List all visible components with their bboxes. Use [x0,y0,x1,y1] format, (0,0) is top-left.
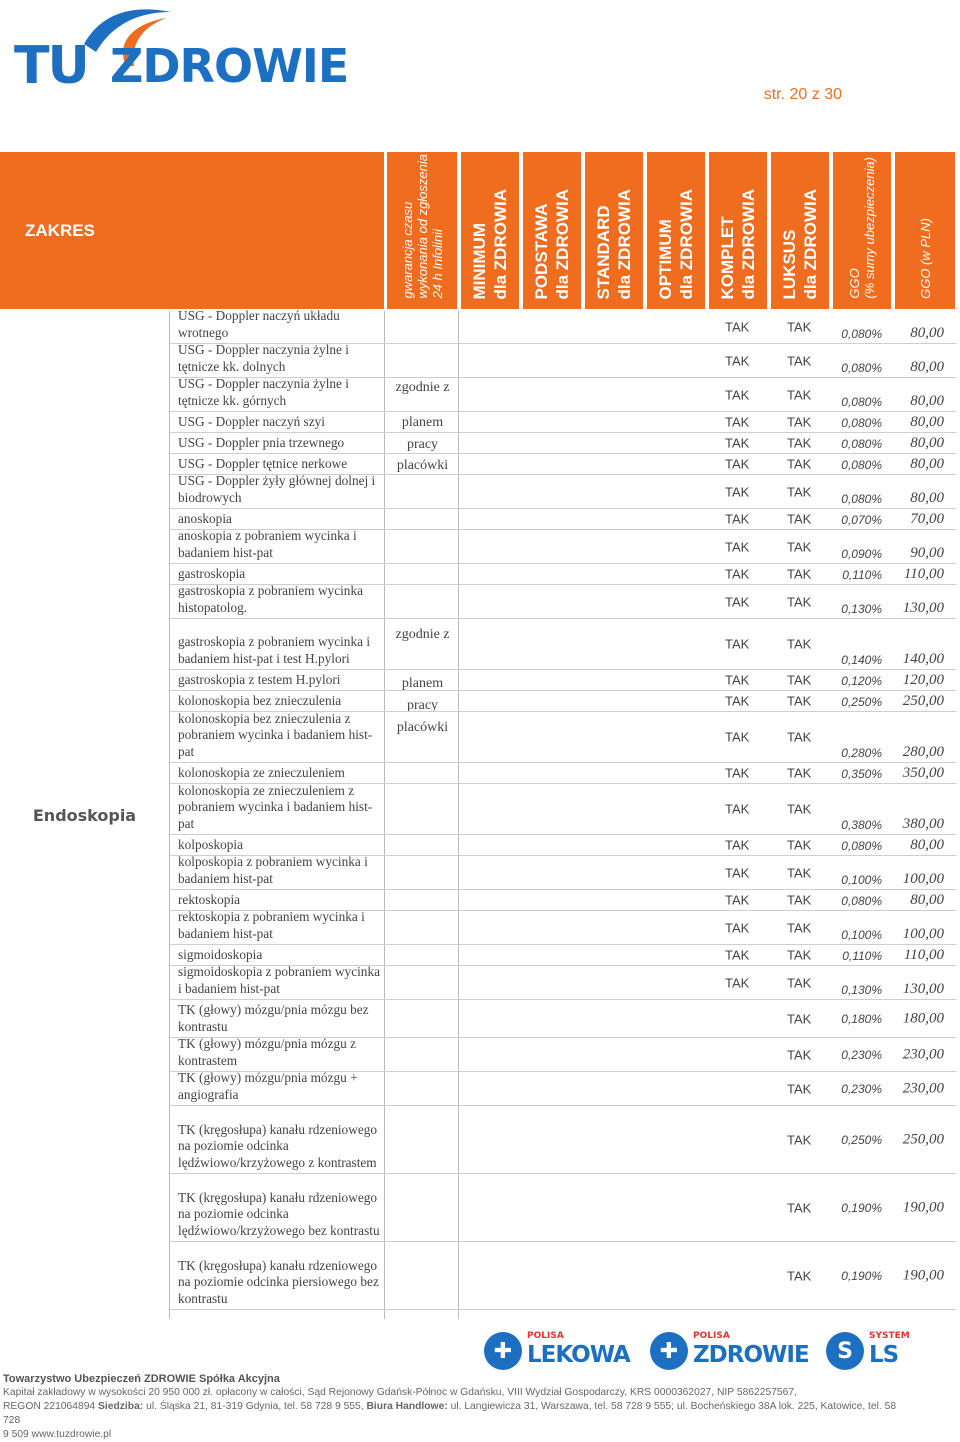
header-package-luksus-line: dla ZDROWIA [801,188,820,299]
procedure-name: USG - Doppler naczyń układu wrotnego [178,308,340,341]
footer-company: Towarzystwo Ubezpieczeń ZDROWIE Spółka Akcyjna [3,1373,280,1385]
luksus-tak: TAK [787,1268,812,1283]
footer-line1: Kapitał zakładowy w wysokości 20 950 000 zł. opłacony w całości, Sąd Rejonowy Gdańsk-Północ w Gdańsku, VIII Wydział Gospodarczy, KRS 0000362027, NIP 5862257567, [3,1387,797,1398]
category-cell [0,311,170,1319]
footer-logo-label [693,1331,809,1368]
luksus-tak: TAK [787,1047,812,1062]
procedure-name: kolonoskopia bez znieczulenia z pobraniem wycinka i badaniem hist-pat [178,710,373,760]
footer-logo-small: SYSTEM [869,1331,910,1341]
table-row [170,763,956,784]
komplet-tak: TAK [725,636,750,652]
footer-logo-cross-icon: ✚ [650,1332,688,1370]
ggo-pln: 230,00 [902,1080,944,1096]
komplet-tak: TAK [725,353,750,368]
ggo-percent: 0,070% [841,513,882,527]
header-ggo-pct-line: (% sumy ubezpieczenia) [862,157,877,299]
ggo-percent: 0,230% [841,1081,882,1096]
header-package-standard-line: dla ZDROWIA [615,188,634,299]
table-row [170,619,956,670]
ggo-pln: 70,00 [910,511,944,527]
procedure-name: sigmoidoskopia [178,947,263,963]
luksus-tak: TAK [787,484,812,499]
footer-logo-ls [826,1330,910,1372]
table-row [170,784,956,835]
footer-logo-small: POLISA [693,1331,730,1341]
komplet-tak: TAK [725,947,750,963]
header-package-podstawa-line: dla ZDROWIA [553,188,572,299]
header-package-podstawa [523,152,581,309]
footer-logo-big: LEKOWA [527,1342,630,1368]
header-package-minimum-line: MINIMUM [470,222,489,299]
luksus-tak: TAK [787,387,812,402]
header-ggo-pct-text [847,157,877,299]
ggo-percent: 0,100% [841,873,882,887]
luksus-tak: TAK [787,920,812,935]
table-row [170,712,956,763]
ggo-pln: 110,00 [903,947,944,963]
table-row [170,564,956,585]
header-gwarancja-line: wykonania od zgłoszenia [414,154,430,299]
ggo-pln: 180,00 [902,1010,944,1026]
logo-zdrowie-text: ZDROWIE [110,39,349,93]
komplet-tak: TAK [725,729,750,745]
footer-biura: ul. Langiewicza 31, Warszawa, tel. 58 728 9 555; ul. Bocheńskiego 38A lok. 225, Katowice, tel. 58 728 [3,1401,897,1426]
procedure-name: TK (kręgosłupa) kanału rdzeniowego na poziomie odcinka piersiowego bez kontrastu [178,1257,379,1307]
gwarancja-text: pracy [406,437,439,452]
header-package-luksus [771,152,829,309]
komplet-tak: TAK [725,414,750,430]
tu-zdrowie-logo [12,4,349,96]
komplet-tak: TAK [725,511,750,527]
luksus-tak: TAK [787,456,812,472]
komplet-tak: TAK [725,319,750,335]
komplet-tak: TAK [725,865,750,880]
ggo-percent: 0,090% [841,547,882,561]
luksus-tak: TAK [787,636,812,652]
footer-regon: REGON 221064894 [3,1401,99,1412]
procedure-name: gastroskopia [178,566,246,582]
footer-logo-label [869,1331,910,1368]
procedure-name: USG - Doppler naczyń szyi [178,414,325,430]
komplet-tak: TAK [725,484,750,499]
ggo-percent: 0,110% [842,949,882,963]
header-package-standard-line: STANDARD [594,204,613,299]
table-row [170,691,956,712]
table-row [170,308,956,344]
ggo-percent: 0,130% [841,983,882,997]
ggo-percent: 0,080% [841,437,882,451]
ggo-pln: 80,00 [910,414,944,430]
table-row [170,1072,956,1106]
header-package-minimum-text [469,189,511,300]
ggo-pln: 80,00 [910,359,944,375]
ggo-percent: 0,280% [841,746,882,760]
luksus-tak: TAK [787,947,812,963]
ggo-pln: 100,00 [902,871,944,887]
komplet-tak: TAK [725,975,750,990]
ggo-pln: 80,00 [910,393,944,409]
gwarancja-text: planem [401,676,444,691]
procedure-name: TK (głowy) mózgu/pnia mózgu bez kontrastu [178,1002,369,1035]
komplet-tak: TAK [725,765,750,781]
luksus-tak: TAK [787,1132,812,1147]
ggo-pln: 80,00 [910,837,944,853]
header-ggo-pct-line: GGO [847,268,862,299]
table-row [170,344,956,378]
luksus-tak: TAK [787,765,812,781]
luksus-tak: TAK [787,975,812,990]
procedure-name: TK (głowy) mózgu/pnia mózgu + angiografia [178,1070,358,1103]
komplet-tak: TAK [725,672,750,688]
ggo-percent: 0,250% [841,695,882,709]
footer-logo-big: ZDROWIE [693,1342,809,1368]
ggo-percent: 0,110% [842,568,882,582]
table-row [170,585,956,619]
table-row [170,670,956,691]
table-row [170,890,956,911]
header-package-optimum [647,152,705,309]
footer-logo-cross-icon: ✚ [484,1332,522,1370]
komplet-tak: TAK [725,837,750,853]
luksus-tak: TAK [787,594,812,609]
procedure-name: kolonoskopia bez znieczulenia [178,693,342,709]
procedure-name: gastroskopia z pobraniem wycinka histopatolog. [178,583,363,616]
procedure-name: rektoskopia [178,892,241,908]
procedure-name: TK (głowy) mózgu/pnia mózgu z kontrastem [178,1036,356,1069]
table-row [170,1000,956,1038]
luksus-tak: TAK [787,693,812,709]
footer-line2 [3,1400,915,1428]
procedure-name: USG - Doppler naczynia żylne i tętnicze kk. górnych [178,376,349,409]
header-gwarancja [387,152,457,309]
ggo-pln: 280,00 [902,744,944,760]
ggo-percent: 0,190% [841,1200,882,1215]
gwarancja-text: zgodnie z [395,380,450,395]
footer-siedziba-label: Siedziba: [98,1401,144,1412]
table-row [170,433,956,454]
ggo-percent: 0,080% [841,458,882,472]
luksus-tak: TAK [787,319,812,335]
footer-siedziba: ul. Śląska 21, 81-319 Gdynia, tel. 58 728 9 555, [143,1401,367,1412]
ggo-pln: 230,00 [902,1046,944,1062]
ggo-pln: 120,00 [902,672,944,688]
ggo-pln: 80,00 [910,435,944,451]
procedure-name: TK (kręgosłupa) kanału rdzeniowego na poziomie odcinka lędźwiowo/krzyżowego z kontrastem [178,1121,378,1171]
header-ggo-pln-text: GGO (w PLN) [917,218,933,299]
komplet-tak: TAK [725,435,750,451]
ggo-percent: 0,140% [841,653,882,667]
procedure-name: kolonoskopia ze znieczuleniem [178,765,345,781]
komplet-tak: TAK [725,594,750,609]
luksus-tak: TAK [787,801,812,817]
luksus-tak: TAK [787,1200,812,1215]
ggo-pln: 250,00 [902,693,944,709]
procedure-name: kolposkopia z pobraniem wycinka i badaniem hist-pat [178,854,368,887]
table-row [170,454,956,475]
footer-logo-lekowa [484,1330,630,1372]
header-package-optimum-line: OPTIMUM [656,218,675,299]
footer-line3: 9 509 www.tuzdrowie.pl [3,1429,112,1440]
gwarancja-text: zgodnie z [395,627,450,642]
ggo-pln: 190,00 [902,1199,944,1215]
header-package-optimum-text [655,189,697,300]
header-gwarancja-line: 24 h Infolinii [429,229,445,299]
procedure-name: sigmoidoskopia z pobraniem wycinka i badaniem hist-pat [178,964,380,997]
header-package-luksus-line: LUKSUS [780,229,799,299]
table-row [170,509,956,530]
gwarancja-text: placówki [396,720,449,735]
ggo-pln: 100,00 [902,926,944,942]
header-package-komplet-line: KOMPLET [718,215,737,299]
komplet-tak: TAK [725,566,750,582]
footer-logo-small: POLISA [527,1331,564,1341]
procedure-name: TK (kręgosłupa) kanału rdzeniowego na poziomie odcinka lędźwiowo/krzyżowego bez kontrastu [178,1189,380,1239]
header-zakres-label: ZAKRES [25,220,95,240]
header-package-minimum [461,152,519,309]
ggo-percent: 0,350% [841,767,882,781]
header-package-komplet [709,152,767,309]
footer-logo-cross-icon: S [826,1332,864,1370]
ggo-pln: 80,00 [910,325,944,341]
ggo-percent: 0,080% [841,395,882,409]
ggo-pln: 190,00 [902,1267,944,1283]
table-row [170,856,956,890]
komplet-tak: TAK [725,539,750,554]
komplet-tak: TAK [725,801,750,817]
table-row [170,1174,956,1242]
procedure-name: gastroskopia z pobraniem wycinka i badaniem hist-pat i test H.pylori [178,634,371,667]
header-package-standard-text [593,189,635,300]
category-label: Endoskopia [32,805,137,825]
table-row [170,530,956,564]
ggo-percent: 0,100% [841,928,882,942]
ggo-percent: 0,380% [841,818,882,832]
ggo-pln: 90,00 [910,545,944,561]
procedure-name: anoskopia [178,511,232,527]
table-row [170,835,956,856]
table-row [170,966,956,1000]
ggo-percent: 0,080% [841,327,882,341]
ggo-percent: 0,080% [841,839,882,853]
ggo-percent: 0,120% [841,674,882,688]
luksus-tak: TAK [787,353,812,368]
header-package-komplet-line: dla ZDROWIA [739,188,758,299]
komplet-tak: TAK [725,456,750,472]
header-ggo-pct [833,152,891,309]
luksus-tak: TAK [787,539,812,554]
table-row [170,945,956,966]
logo-tu-text: TU [14,36,88,96]
ggo-percent: 0,250% [841,1132,882,1147]
header-package-komplet-text [717,189,759,300]
ggo-percent: 0,130% [841,602,882,616]
footer-logo-zdrowie [650,1330,809,1372]
luksus-tak: TAK [787,865,812,880]
table-row [170,412,956,433]
procedure-name: USG - Doppler żyły głównej dolnej i biodrowych [178,473,376,506]
header-package-podstawa-line: PODSTAWA [532,202,551,299]
footer-logo-label [527,1331,630,1368]
procedure-name: rektoskopia z pobraniem wycinka i badaniem hist-pat [178,909,365,942]
ggo-percent: 0,080% [841,894,882,908]
komplet-tak: TAK [725,892,750,908]
procedure-name: USG - Doppler pnia trzewnego [178,435,345,451]
ggo-pln: 130,00 [902,600,944,616]
luksus-tak: TAK [787,511,812,527]
table-row [170,911,956,945]
procedure-name: anoskopia z pobraniem wycinka i badaniem hist-pat [178,528,357,561]
ggo-pln: 250,00 [902,1131,944,1147]
table-row [170,378,956,412]
header-zakres [0,152,384,309]
gwarancja-text: pracy [406,698,439,713]
ggo-percent: 0,180% [841,1011,882,1026]
gwarancja-text: planem [401,415,444,430]
table-row [170,1038,956,1072]
ggo-percent: 0,230% [841,1047,882,1062]
ggo-pln: 110,00 [903,566,944,582]
footer [3,1372,915,1442]
komplet-tak: TAK [725,387,750,402]
komplet-tak: TAK [725,693,750,709]
footer-logo-big: LS [869,1342,899,1368]
ggo-pln: 80,00 [910,490,944,506]
procedure-name: USG - Doppler tętnice nerkowe [178,456,348,472]
page-number: str. 20 z 30 [763,86,842,103]
ggo-percent: 0,190% [841,1268,882,1283]
table-row [170,1106,956,1174]
procedure-name: kolposkopia [178,837,244,853]
header-package-luksus-text [779,189,821,300]
procedure-name: USG - Doppler naczynia żylne i tętnicze kk. dolnych [178,342,349,375]
ggo-percent: 0,080% [841,416,882,430]
luksus-tak: TAK [787,1011,812,1026]
luksus-tak: TAK [787,414,812,430]
table-row [170,475,956,509]
luksus-tak: TAK [787,729,812,745]
header-ggo-pln [895,152,955,309]
ggo-pln: 380,00 [902,816,944,832]
header-package-minimum-line: dla ZDROWIA [491,188,510,299]
luksus-tak: TAK [787,566,812,582]
ggo-pln: 80,00 [910,892,944,908]
luksus-tak: TAK [787,892,812,908]
ggo-pln: 80,00 [910,456,944,472]
header-package-standard [585,152,643,309]
table-row [170,1242,956,1310]
luksus-tak: TAK [787,435,812,451]
ggo-pln: 140,00 [902,651,944,667]
ggo-percent: 0,080% [841,492,882,506]
procedure-name: kolonoskopia ze znieczuleniem z pobraniem wycinka i badaniem hist-pat [178,782,373,832]
komplet-tak: TAK [725,920,750,935]
ggo-pln: 130,00 [902,981,944,997]
header-package-podstawa-text [531,189,573,300]
luksus-tak: TAK [787,1081,812,1096]
footer-biura-label: Biura Handlowe: [366,1401,448,1412]
procedure-name: gastroskopia z testem H.pylori [178,672,341,688]
header-gwarancja-line: gwarancja czasu [399,202,415,299]
header-package-optimum-line: dla ZDROWIA [677,188,696,299]
gwarancja-text: placówki [396,458,449,473]
ggo-pln: 350,00 [902,765,944,781]
luksus-tak: TAK [787,837,812,853]
ggo-percent: 0,080% [841,361,882,375]
header-gwarancja-text [400,154,445,299]
luksus-tak: TAK [787,672,812,688]
